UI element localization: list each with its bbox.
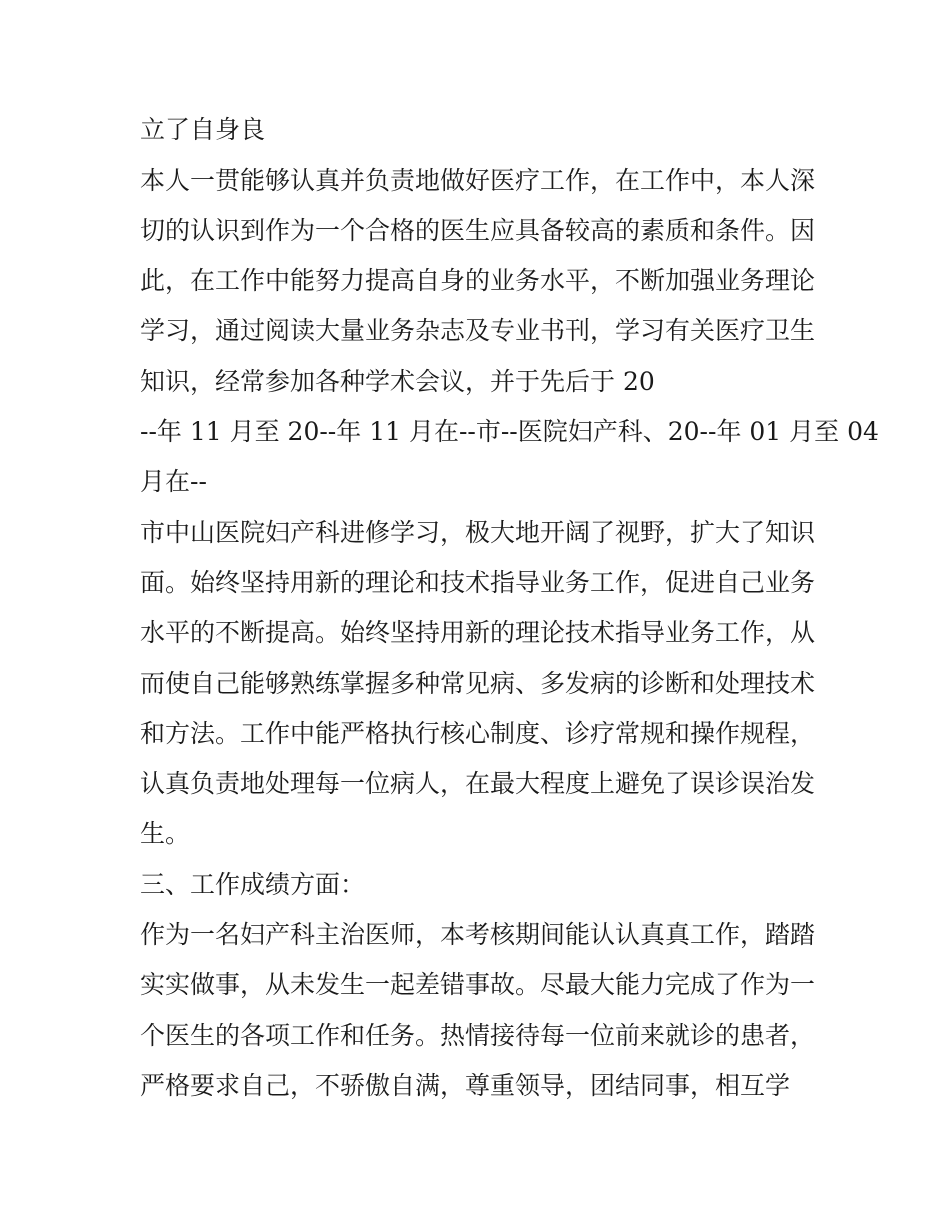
text-line: 知识，经常参加各种学术会议，并于先后于 20 xyxy=(140,367,655,396)
text-line: 实实做事，从未发生一起差错事故。尽最大能力完成了作为一 xyxy=(140,970,816,999)
text-line: 水平的不断提高。始终坚持用新的理论技术指导业务工作，从 xyxy=(140,618,816,647)
text-line: 切的认识到作为一个合格的医生应具备较高的素质和条件。因 xyxy=(140,216,816,245)
text-line: 和方法。工作中能严格执行核心制度、诊疗常规和操作规程， xyxy=(140,719,816,748)
text-line: 面。始终坚持用新的理论和技术指导业务工作，促进自己业务 xyxy=(140,568,816,597)
text-line: 作为一名妇产科主治医师，本考核期间能认认真真工作，踏踏 xyxy=(140,920,816,949)
text-line: 月在-- xyxy=(140,467,207,496)
text-line: 而使自己能够熟练掌握多种常见病、多发病的诊断和处理技术 xyxy=(140,669,816,698)
section-heading: 三、工作成绩方面： xyxy=(140,870,366,899)
text-line: --年 11 月至 20--年 11 月在--市--医院妇产科、20--年 01 月至 04 xyxy=(140,417,879,446)
text-line: 立了自身良 xyxy=(140,115,266,144)
text-line: 生。 xyxy=(140,819,191,848)
text-line: 本人一贯能够认真并负责地做好医疗工作，在工作中，本人深 xyxy=(140,166,816,195)
text-line: 个医生的各项工作和任务。热情接待每一位前来就诊的患者， xyxy=(140,1021,816,1050)
text-line: 严格要求自己，不骄傲自满，尊重领导，团结同事，相互学 xyxy=(140,1071,791,1100)
text-line: 此，在工作中能努力提高自身的业务水平，不断加强业务理论 xyxy=(140,266,816,295)
text-line: 认真负责地处理每一位病人，在最大程度上避免了误诊误治发 xyxy=(140,769,816,798)
text-line: 市中山医院妇产科进修学习，极大地开阔了视野，扩大了知识 xyxy=(140,518,816,547)
text-line: 学习，通过阅读大量业务杂志及专业书刊，学习有关医疗卫生 xyxy=(140,316,816,345)
